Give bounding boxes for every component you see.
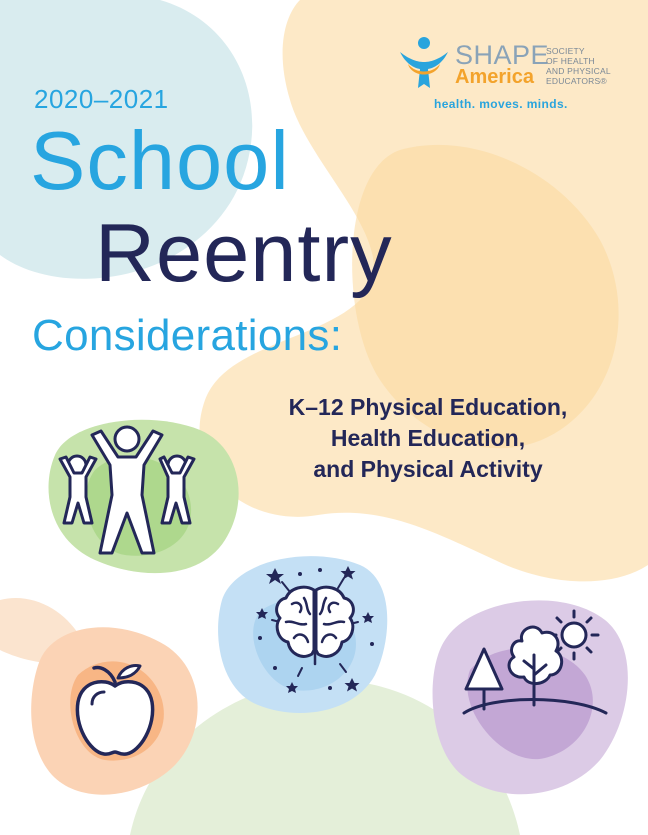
people-cheering-icon — [52, 425, 202, 560]
society-line: EDUCATORS® — [546, 76, 607, 86]
society-line: OF HEALTH — [546, 56, 595, 66]
logo-society-text — [546, 46, 626, 86]
logo-shape-text: SHAPE — [455, 40, 550, 70]
title-reentry: Reentry — [95, 206, 393, 299]
title-considerations: Considerations: — [32, 311, 343, 360]
year-label: 2020–2021 — [34, 84, 169, 114]
title-school: School — [30, 114, 290, 207]
person-logo-icon — [396, 34, 452, 90]
society-line: AND PHYSICAL — [546, 66, 611, 76]
tagline: health. moves. minds. — [434, 97, 568, 111]
society-line: SOCIETY — [546, 46, 585, 56]
trees-sun-icon — [462, 605, 612, 730]
logo-america-text: America — [455, 66, 534, 88]
subtitle-line: and Physical Activity — [313, 456, 543, 482]
apple-icon — [70, 660, 160, 760]
subtitle-line: Health Education, — [330, 425, 526, 451]
brain-icon — [240, 560, 390, 700]
subtitle — [238, 392, 618, 485]
subtitle-line: K–12 Physical Education, — [288, 394, 568, 420]
